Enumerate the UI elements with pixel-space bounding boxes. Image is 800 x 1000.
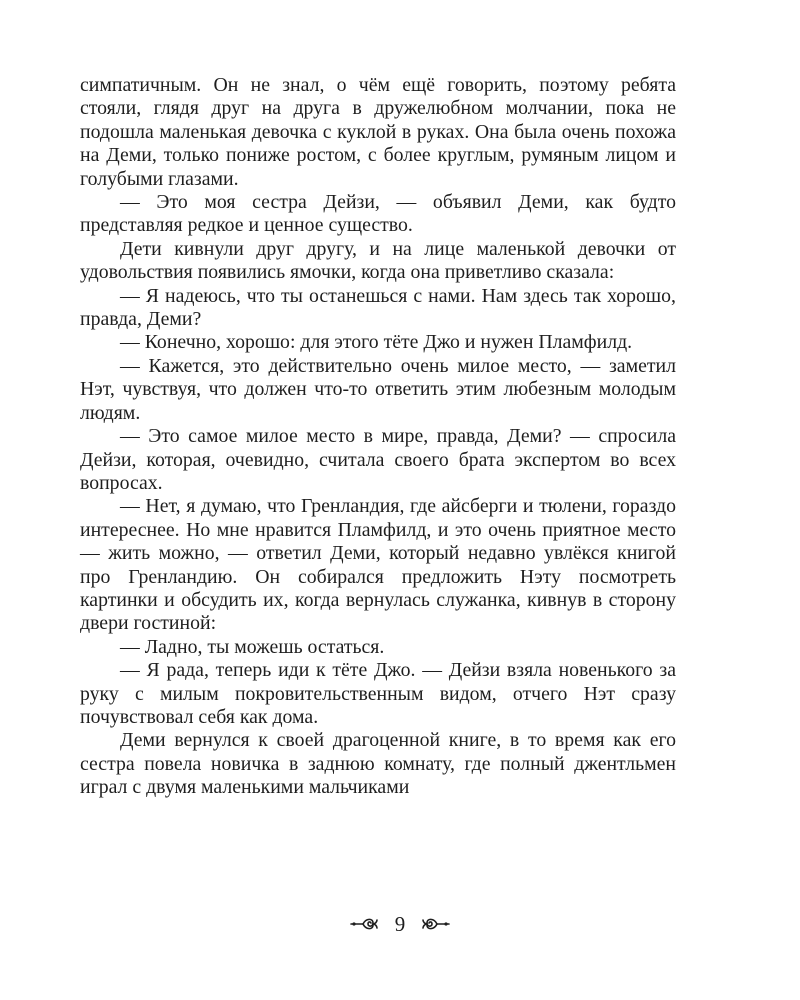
page-text <box>80 74 676 800</box>
page-footer <box>0 904 800 944</box>
paragraph-9: — Ладно, ты можешь остаться. <box>120 635 385 658</box>
paragraph-7: — Это самое милое место в мире, правда, Деми? — спросила Дейзи, которая, очевидно, считала своего брата экспертом во всех вопросах. <box>80 425 676 494</box>
paragraph-5: — Конечно, хорошо: для этого тёте Джо и нужен Пламфилд. <box>120 331 633 354</box>
paragraph-4: — Я надеюсь, что ты останешься с нами. Нам здесь так хорошо, правда, Деми? <box>80 284 676 331</box>
paragraph-10: — Я рада, теперь иди к тёте Джо. — Дейзи взяла новенького за руку с милым покровительственным видом, отчего Нэт сразу почувствовал себя как дома. <box>80 659 676 728</box>
paragraph-2: — Это моя сестра Дейзи, — объявил Деми, как будто представляя редкое и ценное существо. <box>80 191 676 237</box>
paragraph-6: — Кажется, это действительно очень милое место, — заметил Нэт, чувствуя, что должен что-то ответить этим любезным молодым людям. <box>80 354 676 424</box>
left-ornament-icon <box>349 915 379 933</box>
page-number: 9 <box>394 911 406 936</box>
paragraph-8: — Нет, я думаю, что Гренландия, где айсберги и тюлени, гораздо интереснее. Но мне нравится Пламфилд, и это очень приятное место — жить можно, — ответил Деми, который недавно увлёкся книгой про Гренландию. Он собирался предложить Нэту посмотреть картинки и обсудить их, когда вернулась служанка, кивнув в сторону двери гостиной: <box>80 495 676 635</box>
paragraph-1: симпатичным. Он не знал, о чём ещё говорить, поэтому ребята стояли, глядя друг на друга в дружелюбном молчании, пока не подошла маленькая девочка с куклой в руках. Она была очень похожа на Деми, только пониже ростом, с более круглым, румяным лицом и голубыми глазами. <box>80 74 676 190</box>
right-ornament-icon <box>421 915 451 933</box>
paragraph-11: Деми вернулся к своей драгоценной книге, в то время как его сестра повела новичка в заднюю комнату, где полный джентльмен играл с двумя маленькими мальчиками <box>80 729 676 799</box>
paragraph-3: Дети кивнули друг другу, и на лице маленькой девочки от удовольствия появились ямочки, когда она приветливо сказала: <box>80 237 676 284</box>
